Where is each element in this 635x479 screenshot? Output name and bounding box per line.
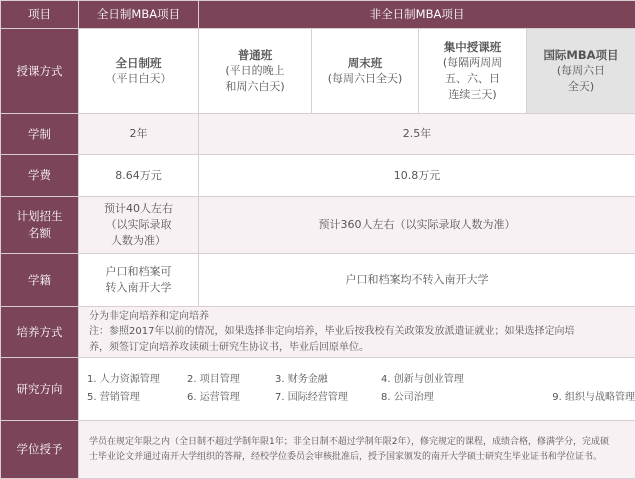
teaching-intensive-sub1: (每隔两周周 [419, 55, 526, 71]
degree-row [1, 421, 635, 479]
research-item: 5. 营销管理 [87, 391, 187, 406]
teaching-fulltime-sub: （平日白天） [79, 71, 198, 87]
teaching-label: 授课方式 [1, 29, 79, 114]
status-parttime: 户口和档案均不转入南开大学 [199, 254, 635, 307]
header-row [1, 1, 635, 29]
status-fulltime-line2: 转入南开大学 [79, 280, 198, 296]
duration-row [1, 114, 635, 155]
degree-label: 学位授予 [1, 421, 79, 479]
training-line1: 分为非定向培养和定向培养 [89, 309, 627, 325]
training-label: 培养方式 [1, 307, 79, 358]
research-item: 8. 公司治理 [381, 391, 434, 406]
teaching-international-sub1: (每周六日 [527, 63, 635, 79]
enrollment-parttime: 预计360人左右（以实际录取人数为准） [199, 197, 635, 254]
enrollment-label [1, 197, 79, 254]
teaching-intensive-title: 集中授课班 [419, 39, 526, 56]
research-item: 2. 项目管理 [187, 373, 275, 388]
teaching-international-title: 国际MBA项目 [527, 47, 635, 64]
research-item: 3. 财务金融 [275, 373, 381, 388]
research-item-pair [381, 391, 635, 406]
status-label: 学籍 [1, 254, 79, 307]
teaching-intensive-sub3: 连续三天) [419, 87, 526, 103]
research-label: 研究方向 [1, 358, 79, 421]
teaching-regular-title: 普通班 [199, 47, 311, 64]
status-fulltime [79, 254, 199, 307]
teaching-fulltime-title: 全日制班 [79, 55, 198, 72]
teaching-fulltime [79, 29, 199, 114]
degree-content [79, 421, 635, 479]
research-item: 1. 人力资源管理 [87, 373, 187, 388]
teaching-intensive [419, 29, 527, 114]
duration-parttime: 2.5年 [199, 114, 635, 155]
teaching-regular-sub2: 和周六白天) [199, 79, 311, 95]
teaching-international [527, 29, 635, 114]
header-fulltime: 全日制MBA项目 [79, 1, 199, 29]
enrollment-fulltime-line2: （以实际录取 [79, 217, 198, 233]
header-parttime: 非全日制MBA项目 [199, 1, 635, 29]
duration-fulltime: 2年 [79, 114, 199, 155]
training-line2: 注：参照2017年以前的情况，如果选择非定向培养，毕业后按我校有关政策发放派遣证就业；如果选择定向培 [89, 324, 627, 340]
teaching-row [1, 29, 635, 114]
research-item: 6. 运营管理 [187, 391, 275, 406]
research-content [79, 358, 635, 421]
duration-label: 学制 [1, 114, 79, 155]
tuition-row [1, 155, 635, 197]
research-row [1, 358, 635, 421]
status-row [1, 254, 635, 307]
enrollment-fulltime-line3: 人数为准） [79, 233, 198, 249]
enrollment-row [1, 197, 635, 254]
teaching-weekend-title: 周末班 [312, 55, 418, 72]
training-content [79, 307, 635, 358]
teaching-intensive-sub2: 五、六、日 [419, 71, 526, 87]
degree-line1: 学员在规定年限之内（全日制不超过学制年限1年；非全日制不超过学制年限2年），修完规定的课程，成绩合格，修满学分，完成硕 [89, 435, 627, 449]
teaching-weekend [312, 29, 419, 114]
enrollment-fulltime [79, 197, 199, 254]
degree-line2: 士毕业论文并通过南开大学组织的答辩，经校学位委员会审核批准后，授予国家颁发的南开大学硕士研究生毕业证书和学位证书。 [89, 450, 627, 464]
training-row [1, 307, 635, 358]
enrollment-label-line1: 计划招生 [1, 208, 78, 225]
teaching-regular-sub1: (平日的晚上 [199, 63, 311, 79]
teaching-international-sub2: 全天) [527, 79, 635, 95]
tuition-fulltime: 8.64万元 [79, 155, 199, 197]
tuition-label: 学费 [1, 155, 79, 197]
enrollment-label-line2: 名额 [1, 225, 78, 242]
enrollment-fulltime-line1: 预计40人左右 [79, 201, 198, 217]
teaching-weekend-sub: (每周六日全天) [312, 71, 418, 87]
status-fulltime-line1: 户口和档案可 [79, 264, 198, 280]
research-item: 7. 国际经营管理 [275, 391, 381, 406]
tuition-parttime: 10.8万元 [199, 155, 635, 197]
training-line3: 养，须签订定向培养攻读硕士研究生协议书，毕业后回原单位。 [89, 340, 627, 356]
research-item: 9. 组织与战略管理 [552, 391, 635, 406]
header-item: 项目 [1, 1, 79, 29]
teaching-regular [199, 29, 312, 114]
research-directions [79, 373, 635, 405]
research-item: 4. 创新与创业管理 [381, 373, 635, 388]
